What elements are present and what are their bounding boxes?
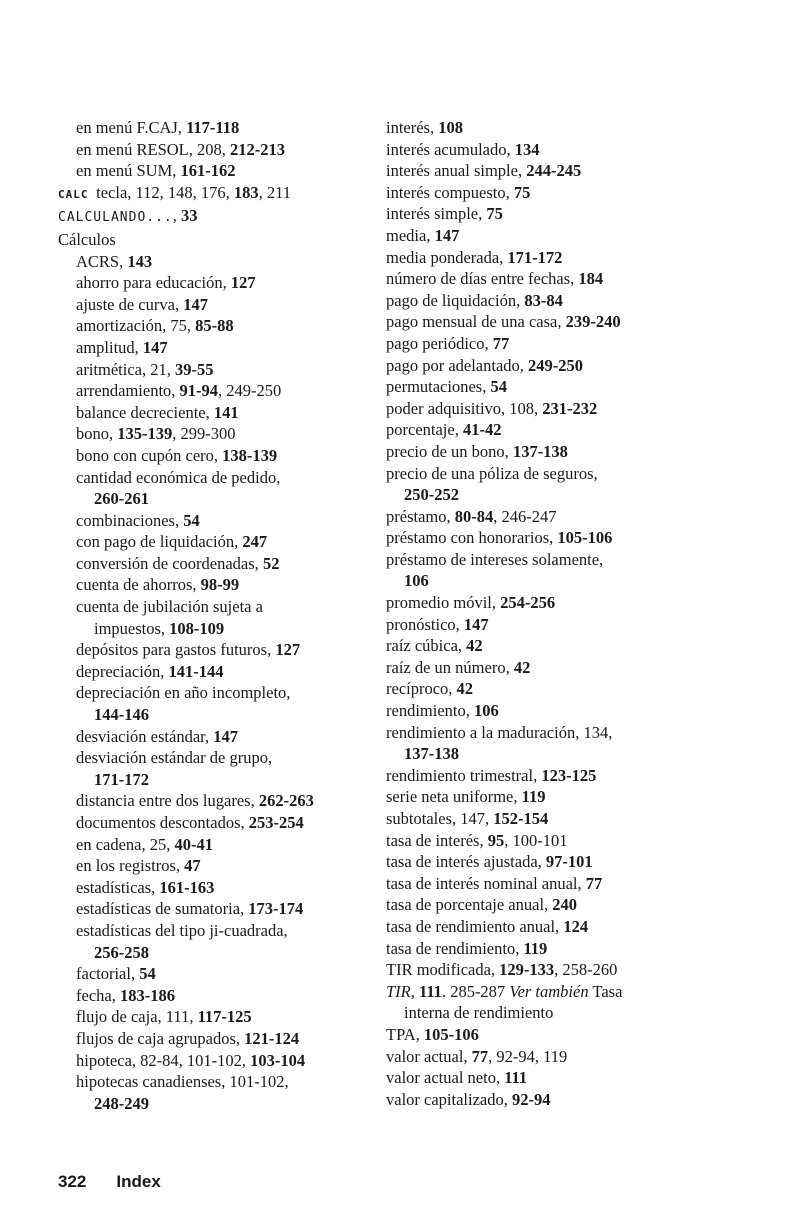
page-reference: 260-261	[94, 489, 149, 509]
page-reference: 147	[142, 337, 168, 357]
page-reference: 54	[490, 377, 507, 397]
index-entry	[58, 661, 378, 683]
index-entry	[58, 1050, 378, 1072]
entry-text: pago de liquidación,	[386, 290, 525, 310]
entry-text: arrendamiento,	[76, 381, 180, 401]
page-reference: 119	[521, 787, 546, 807]
entry-text: interés acumulado,	[386, 139, 515, 159]
index-entry	[386, 570, 686, 592]
entry-text-italic: TIR	[386, 981, 411, 1001]
entry-text: desviación estándar,	[76, 726, 214, 746]
entry-text: rendimiento a la maduración, 134,	[386, 722, 613, 742]
entry-text: desviación estándar de grupo,	[76, 748, 273, 768]
index-entry	[58, 1028, 378, 1050]
entry-text: recíproco,	[386, 679, 457, 699]
entry-text: fecha,	[76, 985, 120, 1005]
page-reference: 147	[463, 614, 489, 634]
entry-text: amplitud,	[76, 337, 143, 357]
page-reference: 75	[486, 204, 503, 224]
entry-text: tasa de rendimiento anual,	[386, 916, 564, 936]
index-entry	[58, 942, 378, 964]
entry-text: , 211	[258, 182, 292, 202]
index-entry	[386, 873, 686, 895]
page-reference: 141	[213, 402, 239, 422]
entry-text: en los registros,	[76, 856, 185, 876]
entry-text: tasa de interés nominal anual,	[386, 873, 586, 893]
page-reference: 212-213	[230, 139, 285, 159]
page-reference: 40-41	[174, 834, 213, 854]
index-entry	[58, 205, 378, 229]
index-entry	[58, 834, 378, 856]
index-entry	[386, 355, 686, 377]
index-entry	[386, 1024, 686, 1046]
entry-text: media ponderada,	[386, 247, 508, 267]
entry-text: valor actual,	[386, 1046, 472, 1066]
index-entry	[386, 333, 686, 355]
entry-text: , 249-250	[218, 381, 282, 401]
index-column-left	[58, 117, 378, 1114]
page-reference: 141-144	[168, 661, 224, 681]
index-entry	[386, 268, 686, 290]
page-reference: 105-106	[557, 528, 613, 548]
index-entry	[58, 117, 378, 139]
entry-text: serie neta uniforme,	[386, 787, 522, 807]
page-reference: 173-174	[248, 899, 304, 919]
index-entry	[386, 419, 686, 441]
entry-text: pago por adelantado,	[386, 355, 529, 375]
index-entry	[386, 916, 686, 938]
index-entry	[58, 985, 378, 1007]
entry-text: flujo de caja, 111,	[76, 1007, 198, 1027]
entry-text: préstamo con honorarios,	[386, 528, 558, 548]
entry-text-italic: Ver también	[509, 981, 589, 1001]
index-entry	[58, 704, 378, 726]
index-entry	[58, 639, 378, 661]
page-reference: 262-263	[258, 791, 314, 811]
index-entry	[58, 855, 378, 877]
index-entry	[386, 614, 686, 636]
calc-key-label: CALC	[58, 187, 97, 201]
page-reference: 129-133	[499, 960, 555, 980]
page-reference: 247	[242, 532, 268, 552]
entry-text: ,	[172, 206, 181, 226]
index-entry	[386, 1067, 686, 1089]
entry-text: bono,	[76, 424, 118, 444]
index-entry	[58, 445, 378, 467]
page-reference: 123-125	[541, 765, 597, 785]
index-entry	[58, 359, 378, 381]
page-reference: 77	[471, 1046, 489, 1066]
entry-text: en menú F.CAJ,	[76, 118, 187, 137]
page-reference: 91-94	[179, 381, 219, 401]
index-entry	[386, 441, 686, 463]
entry-text: Tasa	[588, 981, 623, 1001]
page-reference: 138-139	[222, 445, 278, 465]
page-reference: 95	[487, 830, 505, 850]
entry-text: bono con cupón cero,	[76, 445, 223, 465]
entry-text: valor actual neto,	[386, 1068, 505, 1088]
page-reference: 54	[183, 510, 200, 530]
entry-text: pago mensual de una casa,	[386, 312, 566, 332]
entry-text: interés,	[386, 118, 439, 137]
entry-text: ajuste de curva,	[76, 294, 184, 314]
index-entry	[386, 1002, 686, 1024]
index-entry	[58, 423, 378, 445]
entry-text: raíz de un número,	[386, 657, 514, 677]
page-reference: 106	[404, 571, 429, 591]
entry-text: en menú SUM,	[76, 161, 181, 181]
page-reference: 42	[456, 679, 474, 699]
entry-text: ahorro para educación,	[76, 273, 231, 293]
index-entry	[386, 722, 686, 744]
page-reference: 98-99	[200, 575, 240, 595]
page-reference: 97-101	[545, 852, 593, 872]
entry-text: en menú RESOL, 208,	[76, 139, 230, 159]
page-reference: 137-138	[404, 744, 459, 764]
index-entry	[58, 315, 378, 337]
entry-text: interés anual simple,	[386, 161, 527, 181]
entry-text: , 246-247	[493, 506, 557, 526]
entry-text: ACRS,	[76, 251, 128, 271]
entry-text: TPA,	[386, 1024, 424, 1044]
index-entry	[386, 786, 686, 808]
index-entry	[386, 765, 686, 787]
page-reference: 108-109	[169, 618, 225, 638]
index-entry	[386, 376, 686, 398]
index-entry	[58, 139, 378, 161]
index-entry	[386, 981, 686, 1003]
index-entry	[58, 553, 378, 575]
entry-text: conversión de coordenadas,	[76, 553, 263, 573]
index-entry	[386, 743, 686, 765]
entry-text: cantidad económica de pedido,	[76, 467, 281, 487]
index-entry	[386, 247, 686, 269]
index-entry	[58, 1093, 378, 1115]
entry-text: interés compuesto,	[386, 182, 514, 202]
page-reference: 47	[184, 856, 201, 876]
entry-text: tasa de interés ajustada,	[386, 852, 546, 872]
index-entry	[58, 769, 378, 791]
page-number: 322	[58, 1172, 87, 1191]
index-entry	[386, 894, 686, 916]
entry-text: permutaciones,	[386, 377, 491, 397]
page-reference: 121-124	[244, 1028, 300, 1048]
entry-text: precio de una póliza de seguros,	[386, 463, 598, 483]
page-reference: 75	[513, 182, 531, 202]
entry-text: valor capitalizado,	[386, 1089, 512, 1109]
page-reference: 250-252	[404, 485, 459, 505]
index-entry	[58, 920, 378, 942]
index-entry	[386, 527, 686, 549]
index-entry	[386, 1089, 686, 1111]
entry-text: impuestos,	[94, 618, 170, 638]
index-entry	[58, 898, 378, 920]
entry-text: depreciación,	[76, 661, 169, 681]
page-reference: 253-254	[248, 813, 304, 832]
page-reference: 137-138	[512, 441, 568, 461]
entry-text: distancia entre dos lugares,	[76, 791, 259, 811]
index-entry	[58, 790, 378, 812]
page-reference: 147	[434, 225, 460, 245]
page-reference: 231-232	[542, 398, 598, 418]
index-entry	[386, 808, 686, 830]
index-entry	[58, 574, 378, 596]
page-reference: 135-139	[117, 424, 173, 444]
entry-text: en cadena, 25,	[76, 834, 175, 854]
index-entry	[386, 851, 686, 873]
index-entry	[386, 700, 686, 722]
display-message: CALCULANDO...	[58, 210, 173, 226]
page-reference: 144-146	[94, 705, 149, 725]
entry-text: interés simple,	[386, 204, 487, 224]
index-entry	[58, 488, 378, 510]
entry-text: con pago de liquidación,	[76, 532, 243, 552]
entry-text: pronóstico,	[386, 614, 464, 634]
index-entry	[58, 337, 378, 359]
entry-text: aritmética, 21,	[76, 359, 175, 379]
page-reference: 111	[504, 1068, 528, 1088]
page-reference: 108	[438, 118, 463, 137]
page-reference: 111	[419, 981, 442, 1001]
page-reference: 42	[513, 657, 531, 677]
page-reference: 256-258	[94, 942, 149, 962]
entry-text: factorial,	[76, 964, 140, 984]
entry-text: estadísticas del tipo ji-cuadrada,	[76, 920, 288, 940]
index-entry	[58, 272, 378, 294]
entry-text: documentos descontados,	[76, 813, 249, 832]
page-reference: 119	[523, 938, 548, 958]
page-reference: 106	[473, 701, 499, 721]
page-reference: 77	[585, 873, 603, 893]
entry-text: cuenta de ahorros,	[76, 575, 201, 595]
index-entry	[58, 380, 378, 402]
entry-text: combinaciones,	[76, 510, 184, 530]
page-reference: 161-163	[159, 877, 215, 897]
page-reference: 171-172	[94, 769, 149, 789]
page-reference: 147	[213, 726, 238, 746]
page-reference: 77	[492, 333, 510, 353]
entry-text: poder adquisitivo, 108,	[386, 398, 543, 418]
page-reference: 52	[262, 553, 280, 573]
index-entry	[386, 549, 686, 571]
page-reference: 239-240	[565, 312, 621, 332]
page-reference: 85-88	[195, 316, 234, 336]
index-entry	[386, 484, 686, 506]
entry-text: tecla, 112, 148, 176,	[96, 182, 234, 202]
index-entry	[58, 596, 378, 618]
index-entry	[386, 139, 686, 161]
index-entry	[58, 747, 378, 769]
entry-text: préstamo de intereses solamente,	[386, 549, 604, 569]
index-entry	[58, 182, 378, 206]
index-entry	[386, 657, 686, 679]
index-entry	[58, 510, 378, 532]
entry-text: tasa de interés,	[386, 830, 488, 850]
index-entry	[58, 251, 378, 273]
index-entry	[58, 726, 378, 748]
page-reference: 33	[181, 206, 198, 226]
index-entry	[386, 938, 686, 960]
entry-text: media,	[386, 225, 435, 245]
page-reference: 147	[183, 294, 208, 314]
entry-text: préstamo,	[386, 506, 455, 526]
index-column-right	[386, 117, 686, 1110]
index-entry	[58, 618, 378, 640]
page-reference: 127	[230, 273, 256, 293]
page-reference: 105-106	[423, 1024, 479, 1044]
index-entry	[58, 877, 378, 899]
index-entry	[58, 963, 378, 985]
index-entry	[58, 467, 378, 489]
index-entry	[386, 830, 686, 852]
index-entry	[58, 402, 378, 424]
page-reference: 161-162	[180, 161, 236, 181]
page-reference: 80-84	[454, 506, 494, 526]
page-reference: 92-94	[511, 1089, 551, 1109]
page-reference: 117-125	[197, 1007, 252, 1027]
index-entry	[386, 635, 686, 657]
entry-text: precio de un bono,	[386, 441, 513, 461]
index-entry	[386, 959, 686, 981]
entry-text: estadísticas de sumatoria,	[76, 899, 249, 919]
page-reference: 117-118	[186, 118, 240, 137]
index-entry	[386, 160, 686, 182]
page-reference: 248-249	[94, 1093, 149, 1113]
index-entry	[58, 1006, 378, 1028]
page-reference: 184	[578, 269, 604, 289]
page-reference: 42	[466, 636, 483, 656]
entry-text: Cálculos	[58, 229, 116, 249]
entry-text: balance decreciente,	[76, 402, 214, 422]
entry-text: rendimiento,	[386, 701, 474, 721]
page-reference: 254-256	[500, 593, 556, 613]
index-entry	[386, 678, 686, 700]
index-entry	[386, 203, 686, 225]
entry-text: subtotales, 147,	[386, 809, 494, 828]
entry-text: raíz cúbica,	[386, 636, 467, 656]
page-reference: 134	[514, 139, 540, 159]
entry-text: promedio móvil,	[386, 593, 501, 613]
index-entry	[386, 592, 686, 614]
entry-text: tasa de rendimiento,	[386, 938, 524, 958]
index-entry	[58, 531, 378, 553]
page-reference: 244-245	[526, 161, 582, 181]
entry-text: , 100-101	[504, 830, 568, 850]
entry-text: porcentaje,	[386, 420, 463, 440]
index-entry	[386, 290, 686, 312]
page-reference: 143	[127, 251, 153, 271]
index-entry	[58, 229, 378, 251]
entry-text: estadísticas,	[76, 877, 160, 897]
entry-text: ,	[410, 981, 419, 1001]
index-entry	[386, 311, 686, 333]
page-reference: 171-172	[507, 247, 563, 267]
entry-text: pago periódico,	[386, 333, 493, 353]
page-reference: 127	[275, 640, 301, 660]
entry-text: número de días entre fechas,	[386, 269, 579, 289]
index-entry	[58, 682, 378, 704]
entry-text: hipotecas canadienses, 101-102,	[76, 1072, 289, 1092]
section-title: Index	[116, 1172, 161, 1191]
entry-text: tasa de porcentaje anual,	[386, 895, 553, 915]
entry-text: depósitos para gastos futuros,	[76, 640, 276, 660]
page-reference: 41-42	[462, 420, 502, 440]
page-reference: 124	[563, 916, 589, 936]
index-entry	[386, 506, 686, 528]
entry-text: . 285-287	[441, 981, 510, 1001]
page-reference: 152-154	[493, 809, 549, 828]
entry-text: rendimiento trimestral,	[386, 765, 542, 785]
index-entry	[58, 294, 378, 316]
index-entry	[386, 1046, 686, 1068]
index-entry	[386, 117, 686, 139]
page-reference: 249-250	[528, 355, 584, 375]
entry-text: flujos de caja agrupados,	[76, 1028, 245, 1048]
page-reference: 54	[139, 964, 156, 984]
index-entry	[386, 225, 686, 247]
index-entry	[58, 160, 378, 182]
entry-text: amortización, 75,	[76, 316, 196, 336]
entry-text: interna de rendimiento	[404, 1003, 554, 1023]
entry-text: , 258-260	[554, 960, 618, 980]
entry-text: hipoteca, 82-84, 101-102,	[76, 1050, 251, 1070]
page-reference: 240	[552, 895, 578, 915]
index-entry	[386, 182, 686, 204]
entry-text: , 299-300	[172, 424, 236, 444]
page-reference: 103-104	[250, 1050, 306, 1070]
index-entry	[58, 812, 378, 834]
index-entry	[58, 1071, 378, 1093]
entry-text: TIR modificada,	[386, 960, 500, 980]
page-reference: 39-55	[174, 359, 214, 379]
page-reference: 183	[233, 182, 259, 202]
entry-text: depreciación en año incompleto,	[76, 683, 291, 703]
index-entry	[386, 398, 686, 420]
entry-text: cuenta de jubilación sujeta a	[76, 597, 263, 617]
entry-text: , 92-94, 119	[488, 1046, 568, 1066]
page-footer	[58, 1172, 161, 1192]
page-reference: 183-186	[119, 985, 175, 1005]
page-reference: 83-84	[524, 290, 563, 310]
index-entry	[386, 463, 686, 485]
